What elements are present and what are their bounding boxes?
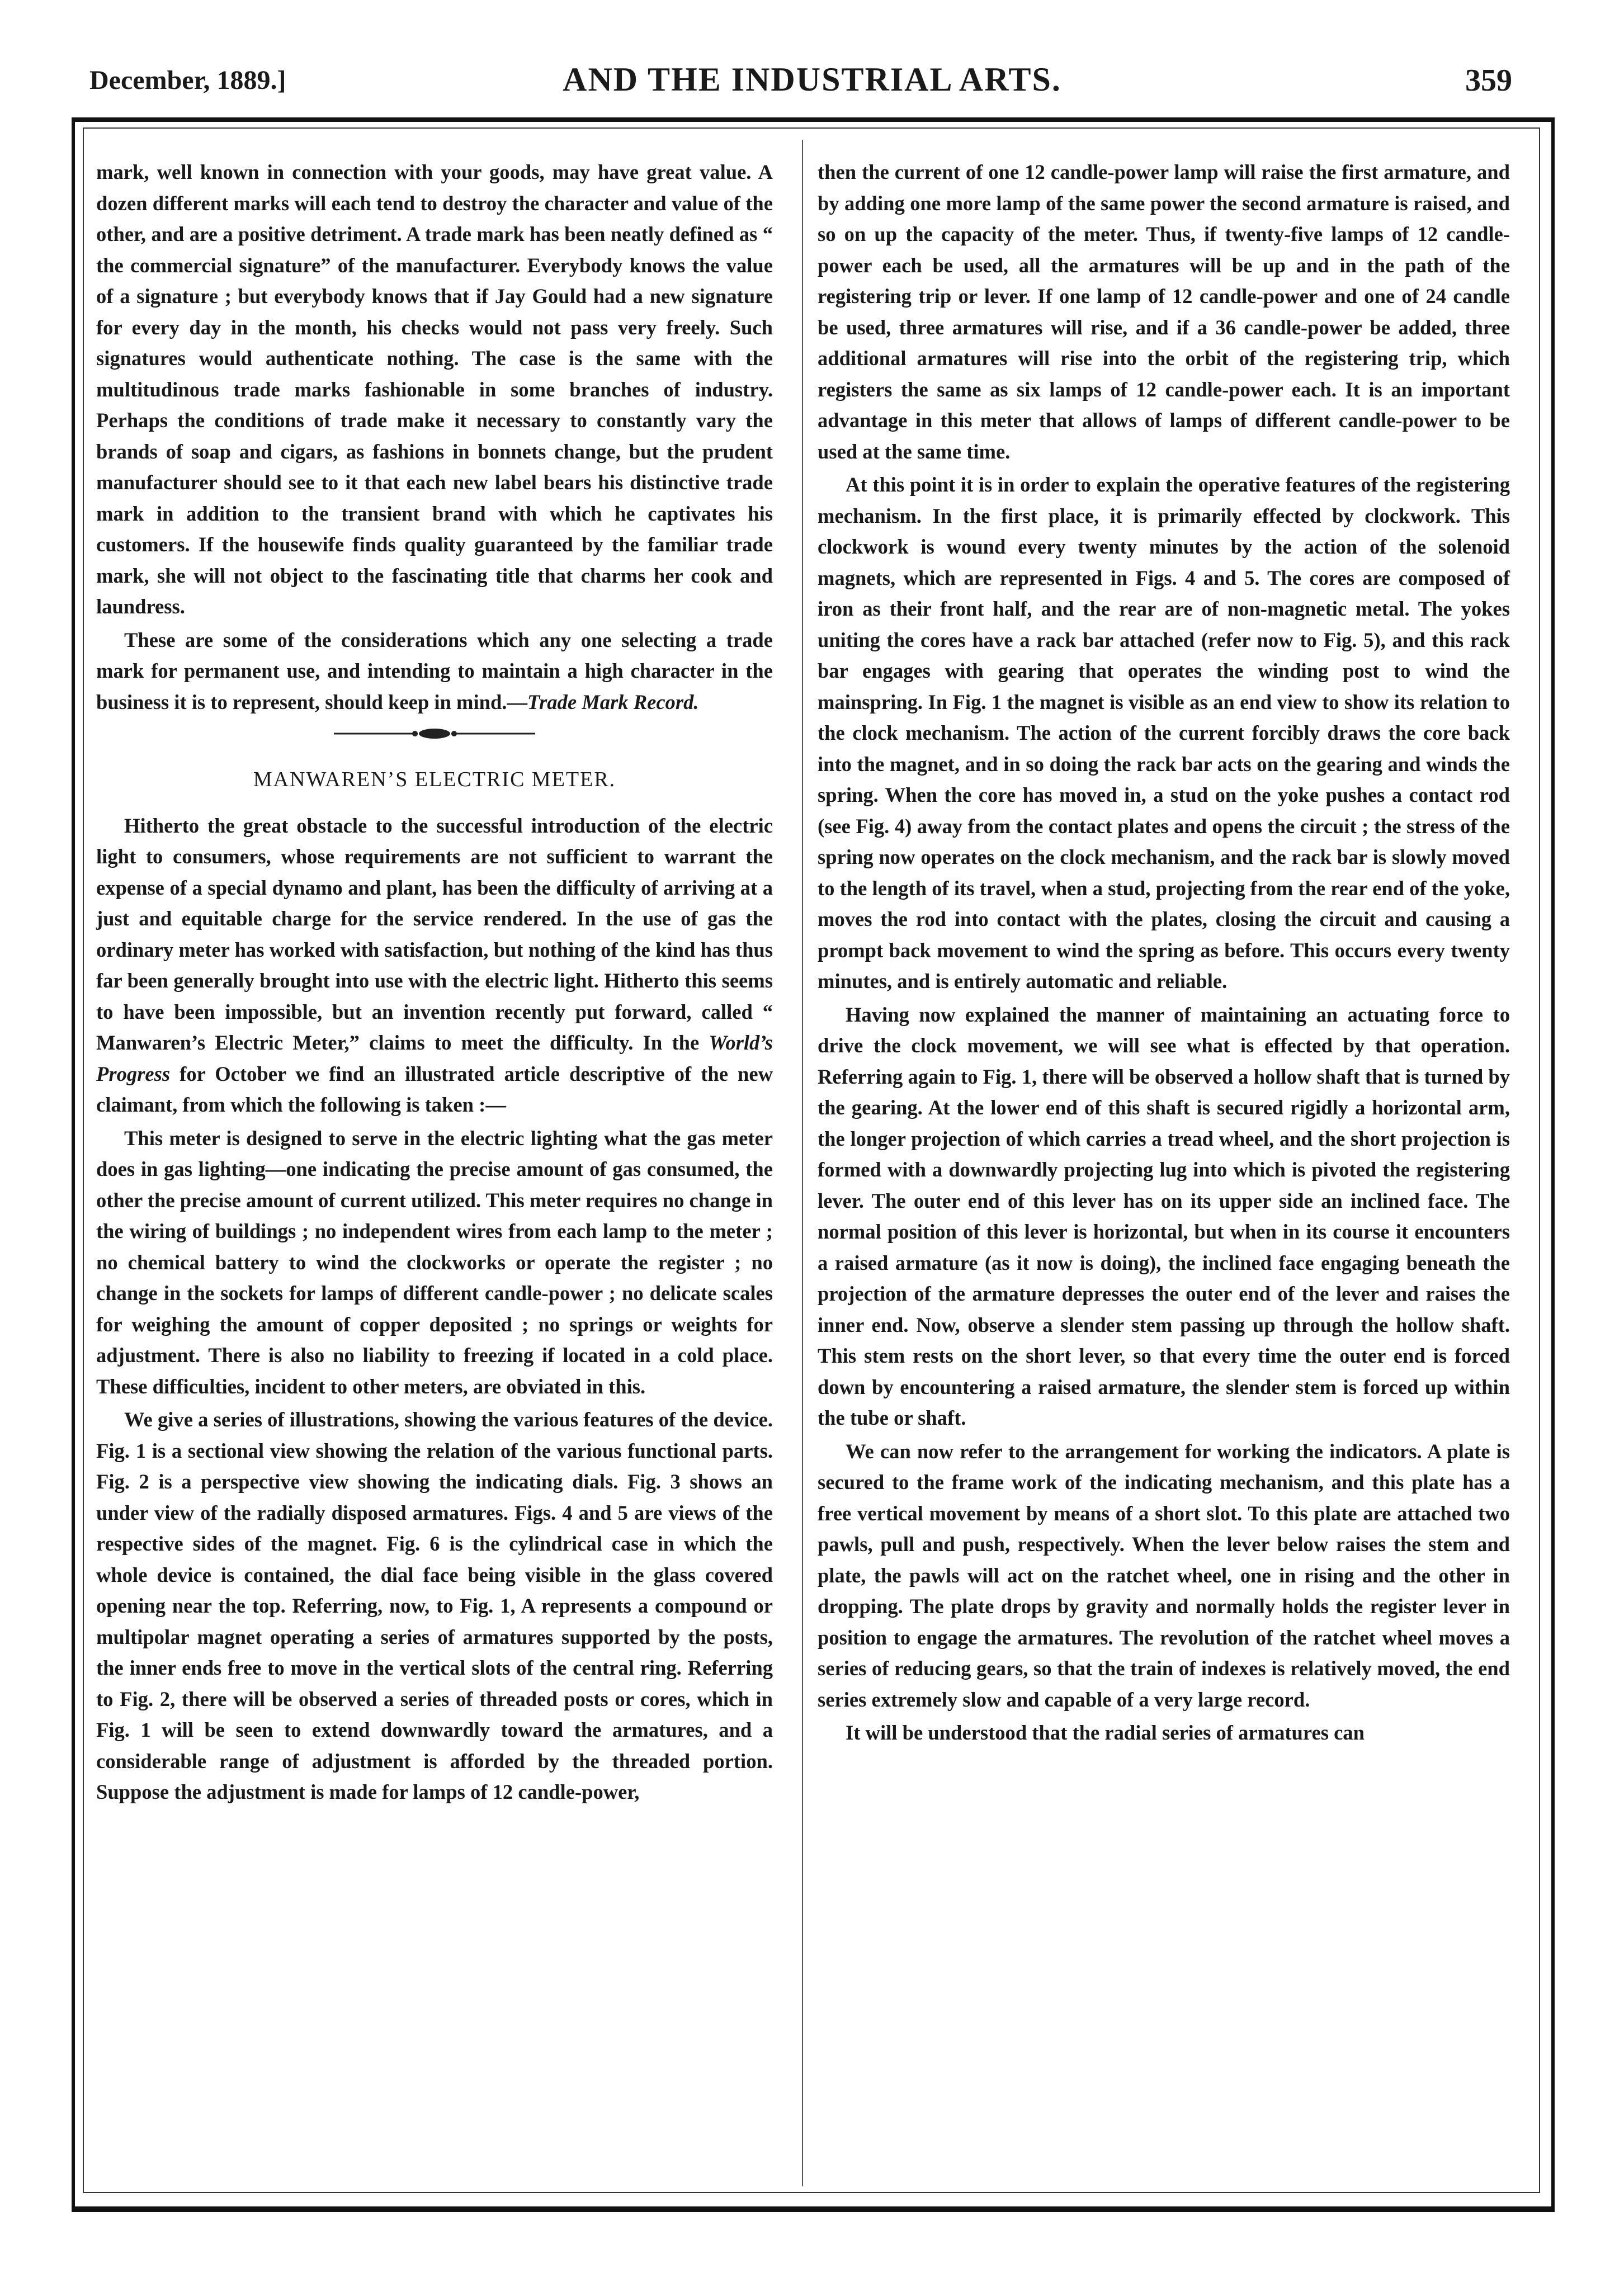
paragraph-registering-mechanism: At this point it is in order to explain the operative features of the registering mechanism. In the first place, it is primarily effected by clockwork. This clockwork is wound every twenty minutes by the action of the solenoid magnets, which are represented in Figs. 4 and 5. The cores are composed of iron as their front half, and the rear are of non-magnetic metal. The yokes uniting the cores have a rack bar attached (refer now to Fig. 5), and this rack bar engages with gearing that operates the winding post to wind the mainspring. In Fig. 1 the magnet is visible as an end view to show its relation to the clock mechanism. The action of the current forcibly draws the core back into the magnet, and in so doing the rack bar acts on the gearing and winds the spring. When the core has moved in, a stud on the yoke pushes a contact rod (see Fig. 4) away from the contact plates and opens the circuit ; the stress of the spring now operates on the clock mechanism, and the rack bar is slowly moved to the length of its travel, when a stud, projecting from the rear end of the yoke, moves the rod into contact with the plates, closing the circuit and causing a prompt back movement to wind the spring as before. This occurs every twenty minutes, and is entirely automatic and reliable. bbox=[818, 473, 1510, 993]
page-number: 359 bbox=[1465, 63, 1512, 98]
paragraph-hollow-shaft: Having now explained the manner of maintaining an actuating force to drive the clock movement, we will see what is effected by that operation. Referring again to Fig. 1, there will be observed a hollow shaft that is turned by the gearing. At the lower end of this shaft is secured rigidly a horizontal arm, the longer projection of which carries a tread wheel, and the short projection is formed with a downwardly projecting lug into which is pivoted the registering lever. The outer end of this lever has on its upper side an inclined face. The normal position of this lever is horizontal, but when in its course it encounters a raised armature (as it now is doing), the inclined face engaging beneath the projection of the armature depresses the outer end of the lever and raises the inner end. Now, observe a slender stem passing up through the hollow shaft. This stem rests on the short lever, so that every time the outer end is forced down by encountering a raised armature, the slender stem is forced up within the tube or shaft. bbox=[818, 1003, 1510, 1429]
section-ornament bbox=[334, 725, 535, 742]
paragraph-trade-mark-conclusion bbox=[96, 625, 773, 718]
left-column bbox=[96, 157, 773, 1810]
right-column bbox=[818, 157, 1510, 1751]
paragraph-trade-mark-continued: mark, well known in connection with your goods, may have great value. A dozen different marks will each tend to destroy the character and value of the other, and are a positive detriment. A trade mark has been neatly defined as “ the commercial signature” of the manufacturer. Everybody knows the value of a signature ; but everybody knows that if Jay Gould had a new signature for every day in the month, his checks would not pass very freely. Such signatures would authenticate nothing. The case is the same with the multitudinous trade marks fashionable in some branches of industry. Perhaps the conditions of trade make it necessary to constantly vary the brands of soap and cigars, as fashions in bonnets change, but the prudent manufacturer should see to it that each new label bears his distinctive trade mark in addition to the transient brand with which he captivates his customers. If the housewife finds quality guaranteed by the familiar trade mark, she will not object to the fascinating title that charms her cook and laundress. bbox=[96, 160, 773, 618]
paragraph-introduction bbox=[96, 810, 773, 1121]
issue-date: December, 1889.] bbox=[89, 65, 286, 95]
page-header bbox=[0, 60, 1624, 105]
article-title: MANWAREN’S ELECTRIC METER. bbox=[253, 768, 616, 791]
paragraph-indicators: We can now refer to the arrangement for working the indicators. A plate is secured to the frame work of the indicating mechanism, and this plate has a free vertical movement by means of a short slot. To this plate are attached two pawls, pull and push, respectively. When the lever below raises the stem and plate, the pawls will act on the ratchet wheel, one in rising and the other in dropping. The plate drops by gravity and normally holds the register lever in position to engage the armatures. The revolution of the ratchet wheel moves a series of reducing gears, so that the train of indexes is relatively moved, the end series extremely slow and capable of a very large record. bbox=[818, 1439, 1510, 1711]
running-title: AND THE INDUSTRIAL ARTS. bbox=[563, 61, 1061, 98]
paragraph-illustrations: We give a series of illustrations, showing the various features of the device. Fig. 1 is a sectional view showing the relation of the various functional parts. Fig. 2 is a perspective view showing the indicating dials. Fig. 3 shows an under view of the radially disposed armatures. Figs. 4 and 5 are views of the respective sides of the magnet. Fig. 6 is the cylindrical case in which the whole device is contained, the dial face being visible in the glass covered opening near the top. Referring, now, to Fig. 1, A represents a compound or multipolar magnet operating a series of armatures supported by the posts, the inner ends free to move in the vertical slots of the central ring. Referring to Fig. 2, there will be observed a series of threaded posts or cores, which in Fig. 1 will be seen to extend downwardly toward the armatures, and a considerable range of adjustment is afforded by the threaded portion. Suppose the adjustment is made for lamps of 12 candle-power, bbox=[96, 1408, 773, 1803]
source-citation: Trade Mark Record. bbox=[527, 690, 699, 713]
journal-name: World’s Progress bbox=[96, 1031, 773, 1085]
paragraph-radial-armatures: It will be understood that the radial series of armatures can bbox=[846, 1721, 1365, 1744]
paragraph-text: These are some of the considerations which any one selecting a trade mark for permanent use, and intending to maintain a high character in the business it is to represent, should keep in mind.— bbox=[96, 628, 773, 713]
paragraph-text: for October we find an illustrated article descriptive of the new claimant, from which the following is taken :— bbox=[96, 1062, 773, 1116]
paragraph-meter-design: This meter is designed to serve in the electric lighting what the gas meter does in gas lighting—one indicating the precise amount of gas consumed, the other the precise amount of current utilized. This meter requires no change in the wiring of buildings ; no independent wires from each lamp to the meter ; no chemical battery to wind the clockworks or operate the register ; no change in the sockets for lamps of different candle-power ; no delicate scales for weighing the amount of copper deposited ; no springs or weights for adjustment. There is also no liability to freezing if located in a cold place. These difficulties, incident to other meters, are obviated in this. bbox=[96, 1126, 773, 1398]
column-divider bbox=[802, 140, 803, 2186]
paragraph-armatures: then the current of one 12 candle-power lamp will raise the first armature, and by adding one more lamp of the same power the second armature is raised, and so on up the capacity of the meter. Thus, if twenty-five lamps of 12 candle-power each be used, all the armatures will be up and in the path of the registering trip or lever. If one lamp of 12 candle-power and one of 24 candle be used, three armatures will rise, and if a 36 candle-power be added, three additional armatures will rise into the orbit of the registering trip, which registers the same as six lamps of 12 candle-power each. It is an important advantage in this meter that allows of lamps of different candle-power to be used at the same time. bbox=[818, 160, 1510, 463]
paragraph-text: Hitherto the great obstacle to the successful introduction of the electric light to consumers, whose requirements are not sufficient to warrant the expense of a special dynamo and plant, has been the difficulty of arriving at a just and equitable charge for the service rendered. In the use of gas the ordinary meter has worked with satisfaction, but nothing of the kind has thus far been generally brought into use with the electric light. Hitherto this seems to have been impossible, but an invention recently put forward, called “ Manwaren’s Electric Meter,” claims to meet the difficulty. In the bbox=[96, 814, 773, 1054]
